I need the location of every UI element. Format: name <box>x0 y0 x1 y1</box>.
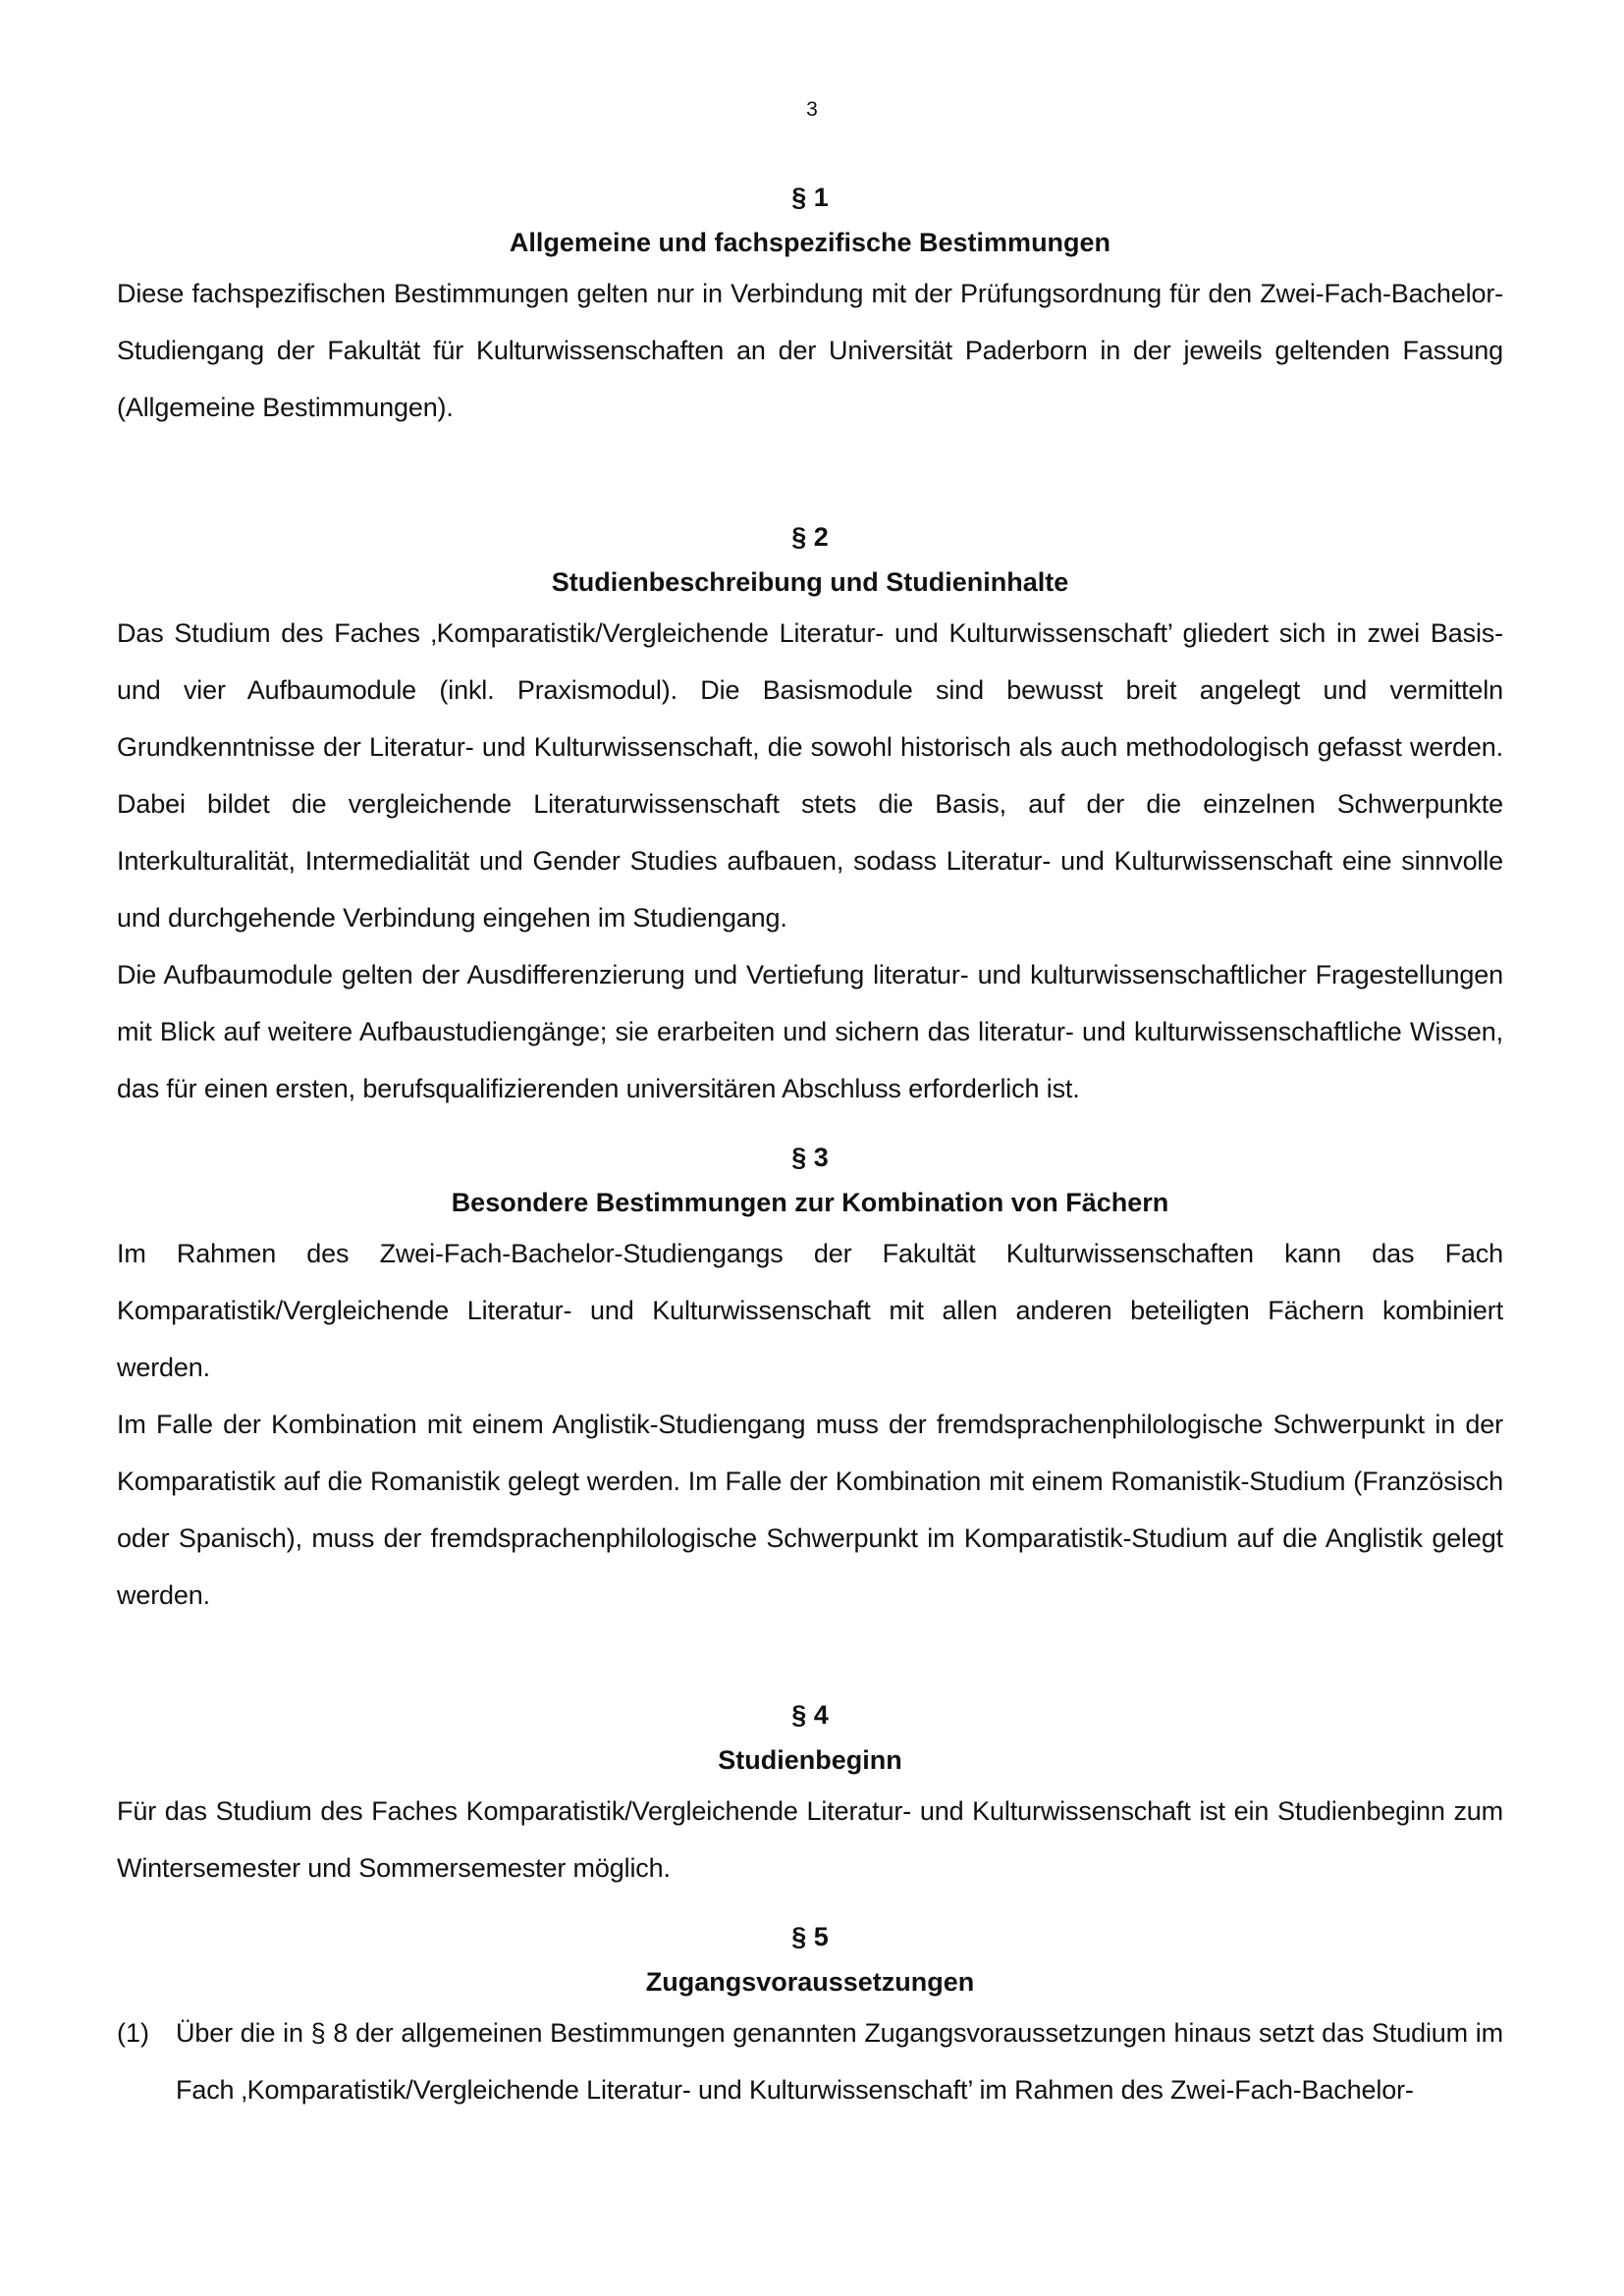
section-3 <box>117 1135 1503 1624</box>
section-number: § 3 <box>791 1143 829 1172</box>
section-2 <box>117 514 1503 1117</box>
paragraph: Diese fachspezifischen Bestimmungen gelten nur in Verbindung mit der Prüfungsordnung für den Zwei-Fach-Bachelor-Studiengang der Fakultät für Kulturwissenschaften an der Universität Paderborn in der jeweils geltenden Fassung (Allgemeine Bestimmungen). <box>117 279 1503 422</box>
section-title: Studienbeginn <box>718 1745 902 1775</box>
paragraph: Im Falle der Kombination mit einem Anglistik-Studiengang muss der fremdsprachenphilologische Schwerpunkt in der Komparatistik auf die Romanistik gelegt werden. Im Falle der Kombination mit einem Romanistik-Studium (Französisch oder Spanisch), muss der fremdsprachenphilologische Schwerpunkt im Komparatistik-Studium auf die Anglistik gelegt werden. <box>117 1410 1503 1610</box>
section-number: § 1 <box>791 183 829 212</box>
paragraph: Das Studium des Faches ‚Komparatistik/Vergleichende Literatur- und Kulturwissenschaft’ gliedert sich in zwei Basis- und vier Aufbaumodule (inkl. Praxismodul). Die Basismodule sind bewusst breit angelegt und vermitteln Grundkenntnisse der Literatur- und Kulturwissenschaft, die sowohl historisch als auch methodologisch gefasst werden. Dabei bildet die vergleichende Literaturwissenschaft stets die Basis, auf der die einzelnen Schwerpunkte Interkulturalität, Intermedialität und Gender Studies aufbauen, sodass Literatur- und Kulturwissenschaft eine sinnvolle und durchgehende Verbindung eingehen im Studiengang. <box>117 618 1503 933</box>
section-number: § 5 <box>791 1922 829 1951</box>
section-title: Studienbeschreibung und Studieninhalte <box>551 567 1069 597</box>
paragraph: Im Rahmen des Zwei-Fach-Bachelor-Studiengangs der Fakultät Kulturwissenschaften kann das Fach Komparatistik/Vergleichende Literatur- und Kulturwissenschaft mit allen anderen beteiligten Fächern kombiniert werden. <box>117 1239 1503 1382</box>
section-4 <box>117 1692 1503 1896</box>
document-body <box>117 175 1503 2118</box>
paragraph: Für das Studium des Faches Komparatistik/Vergleichende Literatur- und Kulturwissenschaft ist ein Studienbeginn zum Wintersemester und Sommersemester möglich. <box>117 1796 1503 1883</box>
section-number: § 2 <box>791 522 829 552</box>
list-item <box>117 2004 1503 2118</box>
section-title: Zugangsvoraussetzungen <box>645 1967 975 1997</box>
section-5 <box>117 1914 1503 2118</box>
list-item-text: Über die in § 8 der allgemeinen Bestimmungen genannten Zugangsvoraussetzungen hinaus setzt das Studium im Fach ‚Komparatistik/Vergleichende Literatur- und Kulturwissenschaft’ im Rahmen des Zwei-Fach-Bachelor- <box>176 2018 1503 2105</box>
list-item-number: (1) <box>117 2018 149 2048</box>
paragraph: Die Aufbaumodule gelten der Ausdifferenzierung und Vertiefung literatur- und kulturwissenschaftlicher Fragestellungen mit Blick auf weitere Aufbaustudiengänge; sie erarbeiten und sichern das literatur- und kulturwissenschaftliche Wissen, das für einen ersten, berufsqualifizierenden universitären Abschluss erforderlich ist. <box>117 960 1503 1103</box>
page-number: 3 <box>806 98 818 121</box>
section-number: § 4 <box>791 1700 829 1730</box>
section-1 <box>117 175 1503 436</box>
section-title: Besondere Bestimmungen zur Kombination von Fächern <box>451 1188 1169 1217</box>
section-title: Allgemeine und fachspezifische Bestimmungen <box>509 228 1111 257</box>
